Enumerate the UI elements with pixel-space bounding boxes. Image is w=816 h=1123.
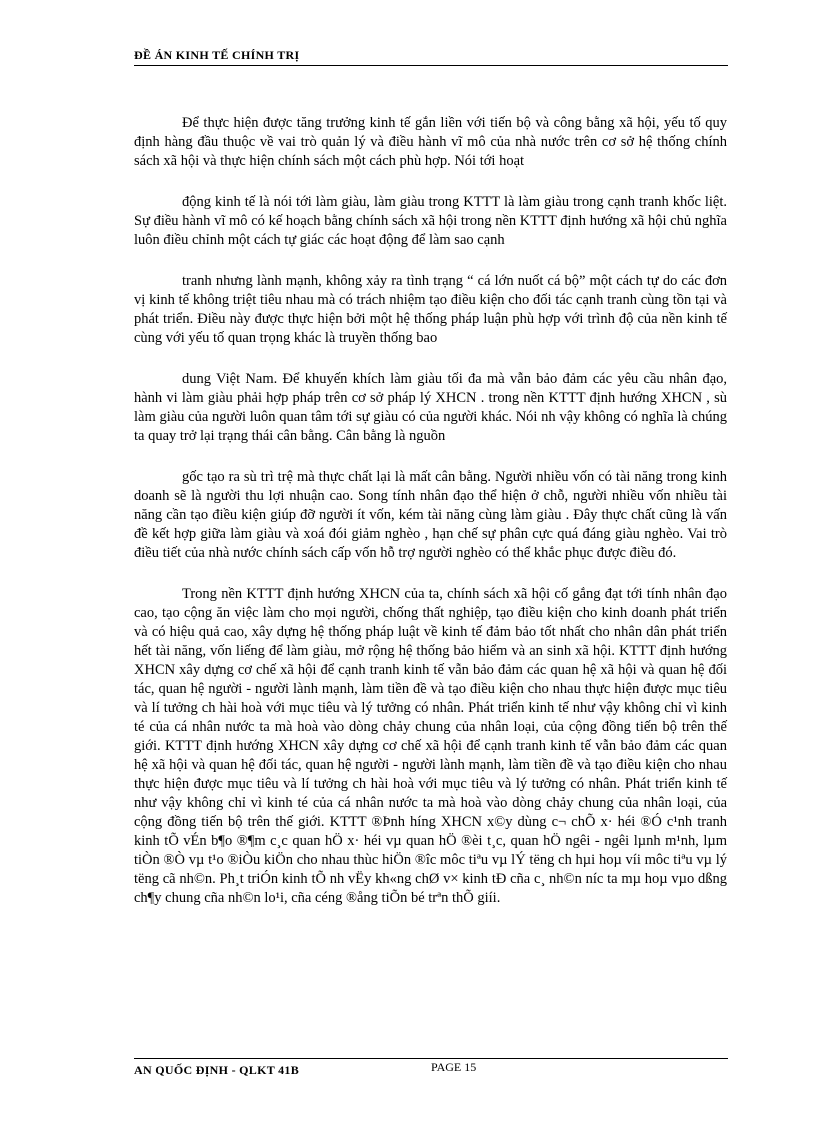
paragraph-5: gốc tạo ra sù trì trệ mà thực chất lại là mất cân bằng. Người nhiều vốn có tài năng trong kinh doanh sẽ là người thu lợi nhuận cao. Song tính nhân đạo thể hiện ở chỗ, người nhiều vốn nhiều tài năng cần tạo điều kiện giúp đỡ người ít vốn, kém tài năng cùng làm giàu . Đây thực chất cũng là vấn đề kết hợp giữa làm giàu và xoá đói giảm nghèo , hạn chế sự phân cực quá đáng giàu nghèo. Vai trò điều tiết của nhà nước chính sách cấp vốn hỗ trợ người nghèo có thể khắc phục được điều đó. xyxy=(134,469,727,561)
footer-divider xyxy=(134,1058,728,1059)
paragraph-3: tranh nhưng lành mạnh, không xảy ra tình trạng “ cá lớn nuốt cá bộ” một cách tự do các đơn vị kinh tế không triệt tiêu nhau mà có trách nhiệm tạo điều kiện cho đối tác cạnh tranh cùng tồn tại và phát triển. Điều này được thực hiện bởi một hệ thống pháp luận phù hợp với trình độ của nền kinh tế cùng với yếu tố quan trọng khác là truyền thống bao xyxy=(134,273,727,346)
paragraph-2: động kinh tế là nói tới làm giàu, làm giàu trong KTTT là làm giàu trong cạnh tranh khốc liệt. Sự điều hành vĩ mô có kế hoạch bằng chính sách xã hội trong nền KTTT định hướng xã hội chủ nghĩa luôn điều chỉnh một cách tự giác các hoạt động để làm sao cạnh xyxy=(134,194,727,248)
document-body xyxy=(134,114,727,908)
paragraph-4: dung Việt Nam. Để khuyến khích làm giàu tối đa mà vẫn bảo đảm các yêu cầu nhân đạo, hành vi làm giàu phải hợp pháp trên cơ sở pháp lý XHCN . trong nền KTTT định hướng XHCN , sù làm giàu của người luôn quan tâm tới sự giàu có của người khác. Nói nh vậy không có nghĩa là chúng ta quay trở lại trạng thái cân bằng. Cân bằng là nguồn xyxy=(134,371,727,444)
footer-author: AN QUỐC ĐỊNH - QLKT 41B xyxy=(134,1063,300,1077)
header-divider xyxy=(134,65,728,66)
footer-page-number: PAGE 15 xyxy=(431,1060,477,1074)
paragraph-6: Trong nền KTTT định hướng XHCN của ta, chính sách xã hội cố gắng đạt tới tính nhân đạo cao, tạo cộng ăn việc làm cho mọi người, chống thất nghiệp, tạo điều kiện cho kinh doanh phát triển và có hiệu quả cao, xây dựng hệ thống pháp luật về kinh tế đảm bảo tốt nhất cho nhân dân phát triển hết tài năng, vốn liếng để làm giàu, mở rộng hệ thống bảo hiểm và an sinh xã hội. KTTT định hướng XHCN xây dựng cơ chế xã hội để cạnh tranh kinh tế vẫn bảo đảm các quan hệ xã hội và quan hệ đối tác, quan hệ người - người lành mạnh, làm tiền đề và tạo điều kiện cho nhau thực hiện được mục tiêu và lí tưởng ch hài hoà với mục tiêu và lý tưởng có nhân. Phát triển kinh tế như vậy không chỉ vì kinh té của cá nhân nước ta mà hoà vào dòng chảy chung của nhân loại, của cộng đồng tiến bộ trên thế giới. KTTT định hướng XHCN xây dựng cơ chế xã hội để cạnh tranh kinh tế vẫn bảo đảm các quan hệ xã hội và quan hệ đối tác, quan hệ người - người lành mạnh, làm tiền đề và tạo điều kiện cho nhau thực hiện được mục tiêu và lí tưởng ch hài hoà với mục tiêu và lý tưởng có nhân. Phát triển kinh tế như vậy không chỉ vì kinh té của cá nhân nước ta mà hoà vào dòng chảy chung của nhân loại, của cộng đồng tiến bộ trên thế giới. KTTT ®Þnh híng XHCN x©y dùng c¬ chÕ x· héi ®Ó c¹nh tranh kinh tÕ vÉn b¶o ®¶m c¸c quan hÖ x· héi vµ quan hÖ ®èi t¸c, quan hÖ ngêi - ngêi lµnh m¹nh, lµm tiÒn ®Ò vµ t¹o ®iÒu kiÖn cho nhau thùc hiÖn ®îc môc tiªu vµ lÝ tëng ch hµi hoµ víi môc tiªu vµ lý tëng cã nh©n. Ph¸t triÓn kinh tÕ nh vËy kh«ng chØ v× kinh tÐ cña c¸ nh©n níc ta mµ hoµ vµo dßng ch¶y chung cña nh©n lo¹i, cña céng ®ång tiÕn bé trªn thÕ giíi. xyxy=(134,586,727,906)
page-header-title: ĐỀ ÁN KINH TẾ CHÍNH TRỊ xyxy=(134,48,300,62)
paragraph-1: Để thực hiện được tăng trưởng kinh tế gắn liền với tiến bộ và công bằng xã hội, yếu tố quy định hàng đầu thuộc về vai trò quản lý và điều hành vĩ mô của nhà nước trên cơ sở hệ thống chính sách xã hội và thực hiện chính sách một cách phù hợp. Nói tới hoạt xyxy=(134,115,727,169)
